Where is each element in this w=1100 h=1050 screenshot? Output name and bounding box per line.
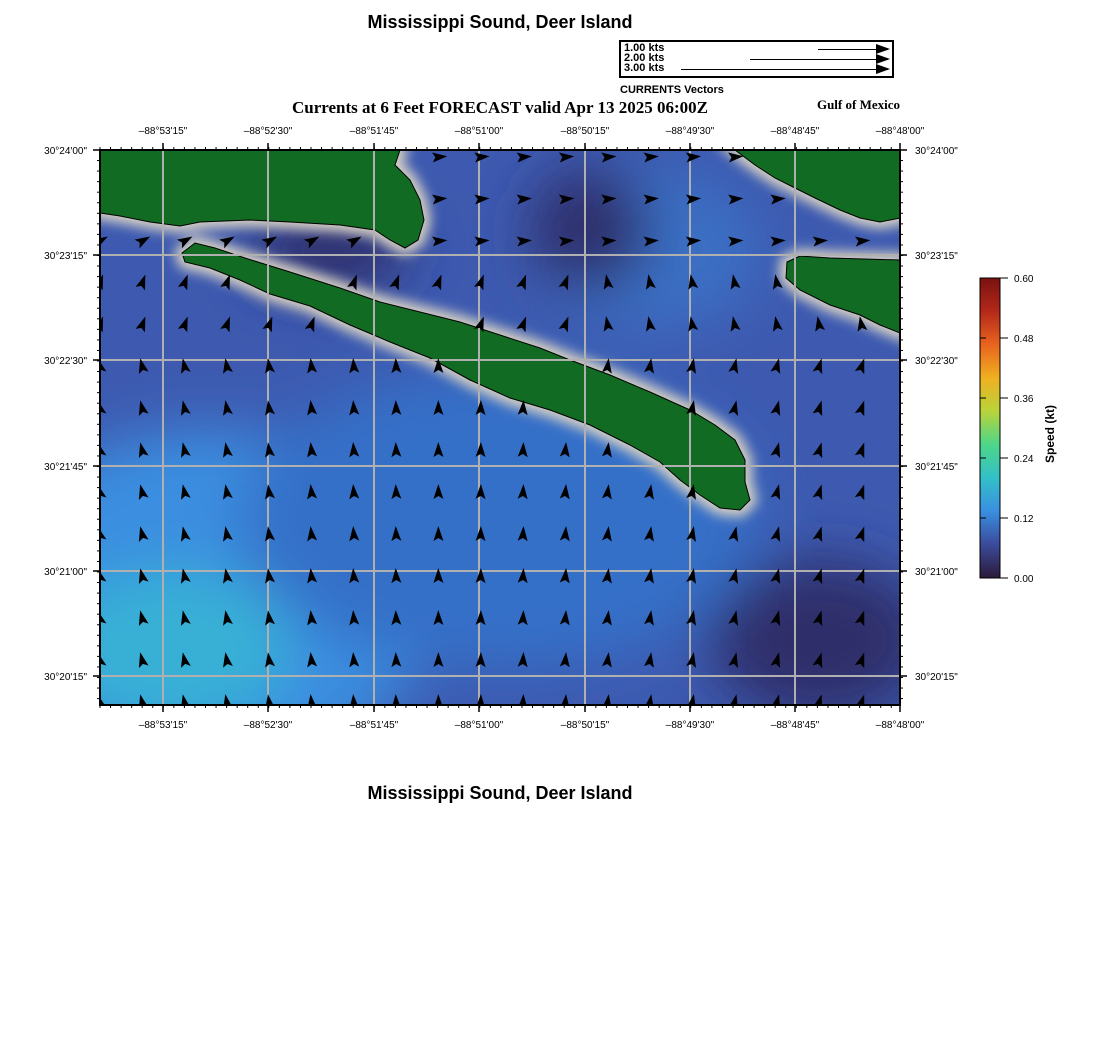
map-title-bottom: Mississippi Sound, Deer Island — [367, 783, 633, 803]
lon-tick-label: –88°53'15" — [138, 720, 188, 731]
lat-tick-label: 30°23'15" — [915, 251, 958, 262]
colorbar-scale — [980, 278, 1000, 578]
speed-field — [0, 150, 930, 770]
lon-tick-label: –88°52'30" — [243, 720, 293, 731]
lat-tick-label: 30°24'00" — [44, 146, 87, 157]
lat-tick-label: 30°21'00" — [915, 567, 958, 578]
lon-tick-label: –88°48'45" — [770, 720, 820, 731]
lon-tick-label: –88°51'45" — [349, 720, 399, 731]
colorbar-tick-label: 0.60 — [1014, 274, 1034, 285]
lon-tick-label: –88°50'15" — [560, 720, 610, 731]
colorbar-tick-label: 0.36 — [1014, 394, 1034, 405]
legend-label-1: 1.00 kts — [624, 42, 665, 54]
colorbar-tick-label: 0.24 — [1014, 454, 1034, 465]
lat-tick-label: 30°22'30" — [44, 356, 87, 367]
lon-tick-label: –88°53'15" — [138, 126, 188, 137]
lon-tick-label: –88°49'30" — [665, 720, 715, 731]
colorbar-tick-label: 0.12 — [1014, 514, 1034, 525]
colorbar-tick-label: 0.00 — [1014, 574, 1034, 585]
region-label: Gulf of Mexico — [816, 97, 900, 112]
lat-tick-label: 30°21'00" — [44, 567, 87, 578]
lon-tick-label: –88°49'30" — [665, 126, 715, 137]
legend-label-2: 2.00 kts — [624, 52, 665, 64]
lon-tick-label: –88°48'00" — [875, 720, 925, 731]
lon-tick-label: –88°51'45" — [349, 126, 399, 137]
lat-tick-label: 30°21'45" — [915, 462, 958, 473]
lon-tick-label: –88°48'45" — [770, 126, 820, 137]
lon-tick-label: –88°51'00" — [454, 720, 504, 731]
lat-tick-label: 30°22'30" — [915, 356, 958, 367]
lon-tick-label: –88°50'15" — [560, 126, 610, 137]
colorbar-label: Speed (kt) — [1043, 405, 1057, 464]
lat-tick-label: 30°24'00" — [915, 146, 958, 157]
colorbar — [980, 274, 1034, 585]
legend-caption: CURRENTS Vectors — [620, 84, 724, 96]
lat-tick-label: 30°20'15" — [44, 672, 87, 683]
lat-tick-label: 30°20'15" — [915, 672, 958, 683]
slow-current-zone — [530, 170, 650, 290]
forecast-title: Currents at 6 Feet FORECAST valid Apr 13 2025 06:00Z — [291, 98, 709, 117]
lon-tick-label: –88°51'00" — [454, 126, 504, 137]
legend-label-3: 3.00 kts — [624, 62, 665, 74]
lon-tick-label: –88°52'30" — [243, 126, 293, 137]
map-title: Mississippi Sound, Deer Island — [367, 12, 633, 32]
lon-tick-label: –88°48'00" — [875, 126, 925, 137]
lat-tick-label: 30°21'45" — [44, 462, 87, 473]
colorbar-tick-label: 0.48 — [1014, 334, 1034, 345]
slow-current-zone-southeast — [710, 560, 930, 720]
lat-tick-label: 30°23'15" — [44, 251, 87, 262]
